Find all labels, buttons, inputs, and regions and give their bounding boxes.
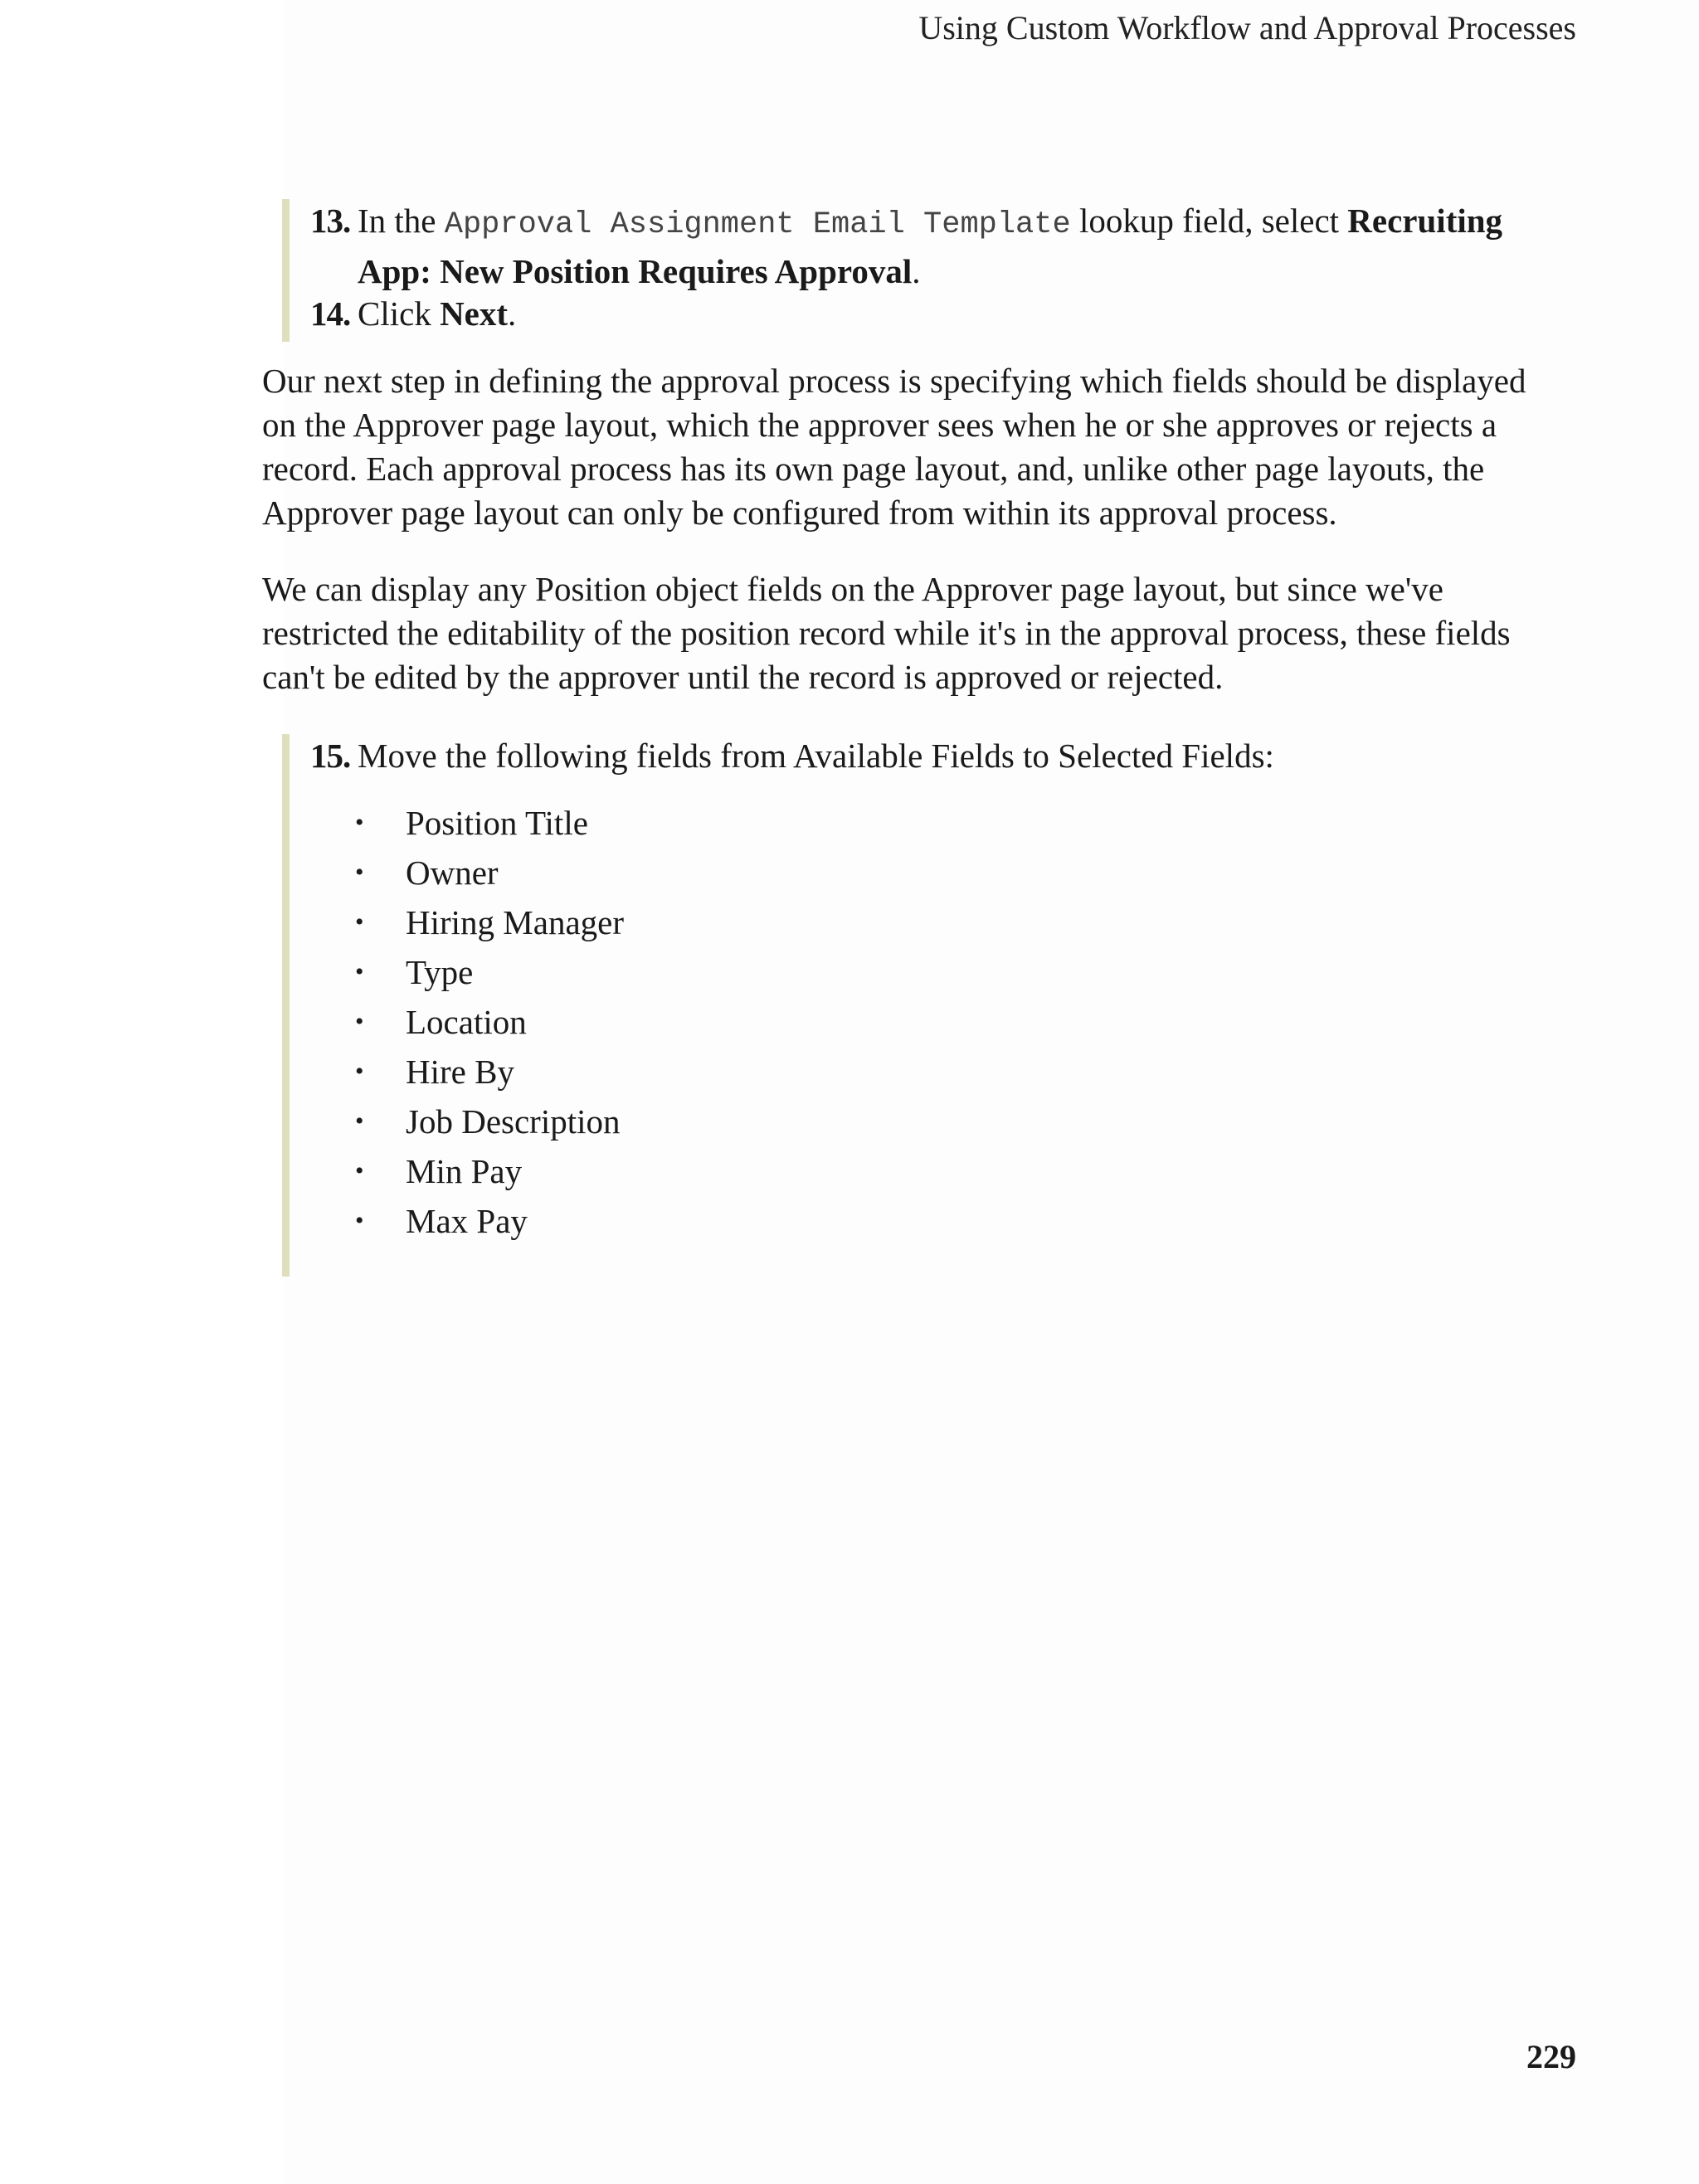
- bullet: •: [355, 1207, 364, 1234]
- bullet: •: [355, 809, 364, 836]
- step-text: In the Approval Assignment Email Template lookup field, select Recruiting App: New Position Requires Approval.: [358, 202, 1503, 290]
- field-name-code: Approval Assignment Email Template: [444, 207, 1071, 242]
- step-group-bar: [282, 199, 290, 342]
- list-item: • Hiring Manager: [348, 897, 624, 947]
- bullet: •: [355, 1107, 364, 1135]
- bullet: •: [355, 958, 364, 985]
- step-group-bar: [282, 734, 290, 1277]
- bullet: •: [355, 908, 364, 936]
- body-paragraph: We can display any Position object fields on the Approver page layout, but since we've restricted the editability of the position record while it's in the approval process, these fields can't be edited by the approver until the record is approved or rejected.: [262, 570, 1511, 696]
- page-number: 229: [1526, 2038, 1576, 2075]
- list-item: • Min Pay: [348, 1146, 624, 1196]
- list-item: • Type: [348, 947, 624, 997]
- bullet: •: [355, 1008, 364, 1035]
- list-item: • Job Description: [348, 1097, 624, 1146]
- template-name: Recruiting App: New Position Requires Approval: [358, 202, 1503, 290]
- step-number: 13.: [310, 202, 351, 240]
- bullet: •: [355, 859, 364, 886]
- body-paragraph: Our next step in defining the approval process is specifying which fields should be displayed on the Approver page layout, which the approver sees when he or she approves or rejects a record. Each approval process has its own page layout, and, unlike other page layouts, the Approver page layout can only be configured from within its approval process.: [262, 362, 1526, 532]
- bullet: •: [355, 1058, 364, 1085]
- bullet: •: [355, 1157, 364, 1184]
- step-number: 15.: [310, 737, 351, 775]
- running-header: Using Custom Workflow and Approval Processes: [918, 9, 1576, 46]
- step-15: [310, 732, 1538, 779]
- next-label: Next: [440, 294, 509, 333]
- step-text: Move the following fields from Available Fields to Selected Fields:: [358, 737, 1274, 775]
- list-item: • Owner: [348, 848, 624, 897]
- step-14: [310, 290, 1538, 337]
- field-list: [348, 798, 624, 1246]
- step-text: Click Next.: [358, 294, 517, 333]
- list-item: • Location: [348, 997, 624, 1047]
- step-13: [310, 197, 1538, 294]
- step-number: 14.: [310, 294, 351, 333]
- list-item: • Max Pay: [348, 1196, 624, 1246]
- list-item: • Position Title: [348, 798, 624, 848]
- list-item: • Hire By: [348, 1047, 624, 1097]
